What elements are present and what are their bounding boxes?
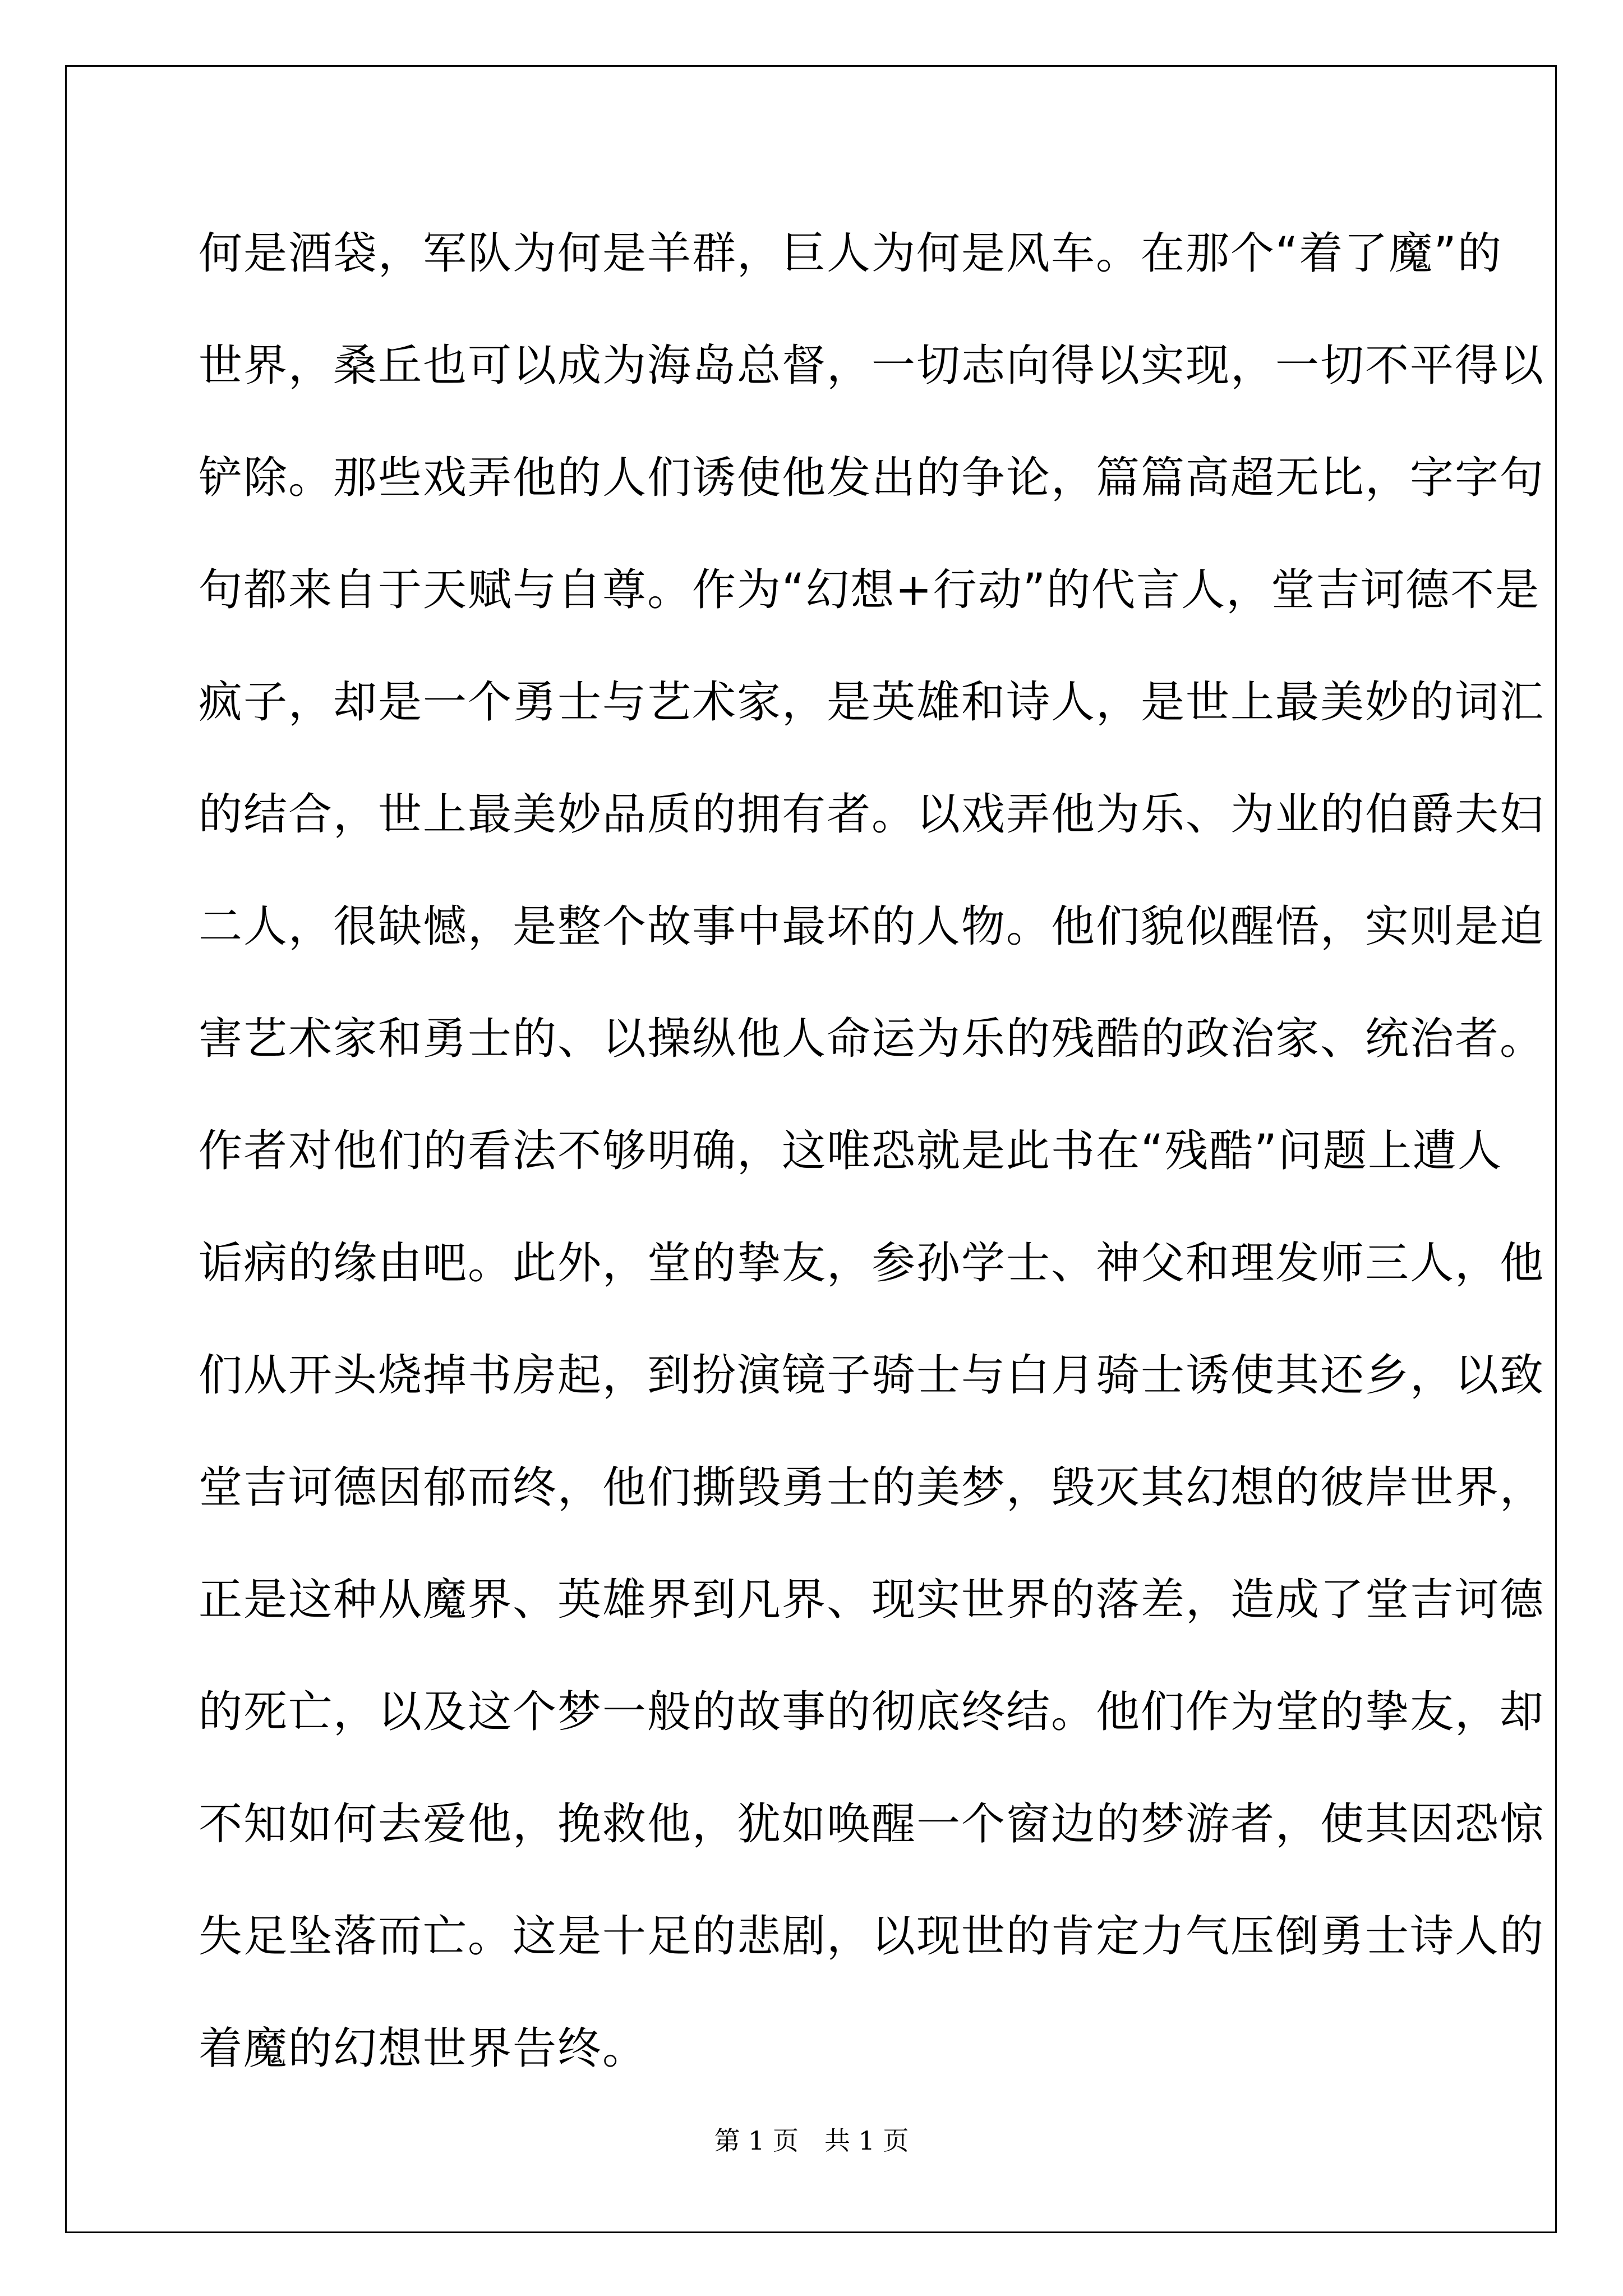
page-footer (0, 2124, 1623, 2157)
text-line: 句都来自于天赋与自尊。作为“幻想+行动”的代言人，堂吉诃德不是 (199, 565, 1541, 615)
text-line: 着魔的幻想世界告终。 (199, 2023, 648, 2074)
text-line: 诟病的缘由吧。此外，堂的挚友，参孙学士、神父和理发师三人，他 (199, 1238, 1545, 1289)
text-line: 铲除。那些戏弄他的人们诱使他发出的争论，篇篇高超无比，字字句 (199, 453, 1545, 503)
text-line: 不知如何去爱他，挽救他，犹如唤醒一个窗边的梦游者，使其因恐惊 (199, 1799, 1545, 1849)
text-line: 二人，很缺憾，是整个故事中最坏的人物。他们貌似醒悟，实则是迫 (199, 901, 1545, 952)
page-total: 共 1 页 (824, 2125, 909, 2156)
body-text (199, 216, 1545, 2123)
text-line: 失足坠落而亡。这是十足的悲剧，以现世的肯定力气压倒勇士诗人的 (199, 1911, 1545, 1962)
text-line: 何是酒袋，军队为何是羊群，巨人为何是风车。在那个“着了魔”的 (199, 228, 1502, 279)
text-line: 堂吉诃德因郁而终，他们撕毁勇士的美梦，毁灭其幻想的彼岸世界， (199, 1462, 1545, 1513)
text-line: 害艺术家和勇士的、以操纵他人命运为乐的残酷的政治家、统治者。 (199, 1014, 1545, 1064)
page-number: 第 1 页 (714, 2125, 799, 2156)
text-line: 们从开头烧掉书房起，到扮演镜子骑士与白月骑士诱使其还乡，以致 (199, 1350, 1545, 1401)
text-line: 疯子，却是一个勇士与艺术家，是英雄和诗人，是世上最美妙的词汇 (199, 677, 1545, 728)
text-line: 世界，桑丘也可以成为海岛总督，一切志向得以实现，一切不平得以 (199, 341, 1545, 391)
text-line: 正是这种从魔界、英雄界到凡界、现实世界的落差，造成了堂吉诃德 (199, 1575, 1545, 1625)
text-line: 作者对他们的看法不够明确，这唯恐就是此书在“残酷”问题上遭人 (199, 1126, 1502, 1176)
text-line: 的死亡，以及这个梦一般的故事的彻底终结。他们作为堂的挚友，却 (199, 1687, 1545, 1737)
text-line: 的结合，世上最美妙品质的拥有者。以戏弄他为乐、为业的伯爵夫妇 (199, 789, 1545, 840)
